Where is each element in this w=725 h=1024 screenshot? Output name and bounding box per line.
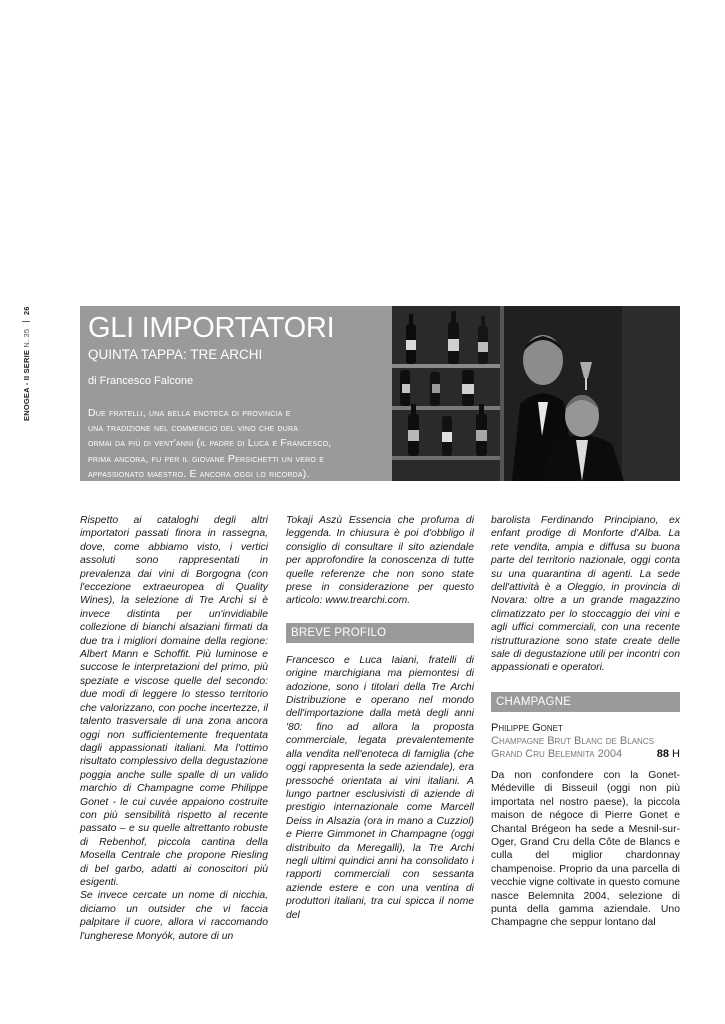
photo-illustration: [392, 306, 680, 481]
wine-score-value: 88: [656, 747, 669, 760]
body-paragraph: Tokaji Aszù Essencia che profuma di leggenda. In chiusura è poi d'obbligo il consiglio di consultare il sito aziendale per approfondire la conoscenza di tutte quelle referenze che non sono state prese in considerazione per questo articolo: www.trearchi.com.: [286, 515, 474, 607]
wine-score: [657, 748, 680, 761]
running-head-divider: [22, 321, 30, 322]
issue-number: N. 35: [22, 328, 31, 348]
column-1: [80, 514, 268, 943]
section-heading-breve-profilo: BREVE PROFILO: [286, 623, 474, 643]
column-2: [286, 514, 474, 922]
section-heading-champagne: CHAMPAGNE: [491, 692, 680, 712]
running-head: [22, 291, 36, 421]
dek-line: appassionato maestro. E ancora oggi lo ricorda).: [88, 467, 310, 480]
wine-review: Da non confondere con la Gonet-Médeville di Bisseuil (oggi non più importata nel nostro paese), la piccola maison de négoce di Pierre Gonet e Chantal Brégeon ha sede a Mesnil-sur-Oger, Grand Cru della Côte de Blancs e culla del miglior chardonnay champenoise. Proprio da una parcella di vecchie vigne coltivate in questo comune nasce Belemnita 2004, selezione di punta della gamma aziendale. Uno Champagne che seppur lontano dal: [491, 769, 680, 929]
article-dek: [88, 406, 388, 482]
brothers-wine-shelf-photo: [392, 306, 680, 481]
page-number: 26: [22, 306, 31, 316]
column-3: [491, 514, 680, 930]
wine-name-line: Champagne Brut Blanc de Blancs: [491, 734, 654, 747]
wine-name-line: Grand Cru Belemnita 2004: [491, 747, 623, 760]
body-paragraph: Rispetto ai cataloghi degli altri importatori passati finora in rassegna, dove, come abbiamo visto, i vertici assoluti sono rappresentati in prevalenza dai vini di Borgogna (con l'eccezione extraeuropea di Quality Wines), la selezione di Tre Archi si è invece distinta per un'invidiabile collezione di bianchi alsaziani firmati da due tra i migliori domaine della regione: Albert Mann e Schoffit. Più luminose e succose le interpretazioni del primo, più speziate e viscose quelle del secondo: due modi di leggere lo stesso territorio che valorizzano, con poche incertezze, il talento trasversale di una zona ancora oggi non sufficientemente frequentata dagli appassionati italiani. Ma l'ottimo risultato complessivo della degustazione poggia anche sulle spalle di un valido marchio di Champagne come Philippe Gonet - le cui cuvée appaiono costruite con più sensibilità rispetto al recente passato – e su quelle altrettanto robuste di Rebenhof, piccola cantina della Mosella Centrale che propone Riesling di bel garbo, adatti ai conoscitori più esigenti.: [80, 515, 268, 888]
dek-line: Due fratelli, una bella enoteca di provincia e: [88, 407, 291, 419]
dek-line: prima ancora, fu per il giovane Persichetti un vero e: [88, 452, 325, 465]
wine-score-suffix: H: [672, 747, 680, 760]
profile-paragraph: Francesco e Luca Iaiani, fratelli di origine marchigiana ma piemontesi di adozione, sono i titolari della Tre Archi Distribuzione e operano nel mondo dell'importazione dalla metà degli anni '80: fino ad allora la proposta commerciale, legata prevalentemente alla vendita nell'enoteca di famiglia (che oggi rappresenta la sede aziendale), era pressoché orientata ai vini italiani. A lungo partner esclusivisti di aziende di prestigio internazionale come Marcell Deiss in Alsazia (ora in mano a Cuzziol) e Pierre Gimmonet in Champagne (oggi distribuito da Meregalli), la Tre Archi negli ultimi quindici anni ha consolidato i rapporti commerciali con sessanta aziende estere e con una ventina di produttori italiani, tra cui spicca il nome del: [286, 654, 474, 921]
article-title: GLI IMPORTATORI: [88, 312, 335, 344]
wine-producer: Philippe Gonet: [491, 721, 563, 734]
dek-line: una tradizione nel commercio del vino che dura: [88, 422, 299, 435]
body-paragraph: barolista Ferdinando Principiano, ex enfant prodige di Monforte d'Alba. La rete vendita, ampia e diffusa su buona parte del territorio nazionale, oggi conta su una quarantina di agenti. La sede dell'attività è a Oleggio, in provincia di Novara: oltre a un grande magazzino climatizzato per lo stoccaggio dei vini e agli uffici commerciali, con una recente ristrutturazione sono state create delle sale di degustazione utili per incontri con appassionati e operatori.: [491, 515, 680, 674]
body-paragraph: Se invece cercate un nome di nicchia, diciamo un outsider che vi faccia palpitare il cuore, allora vi raccomando l'ungherese Monyók, autore di un: [80, 890, 268, 942]
article-header-banner: [80, 306, 680, 481]
article-subtitle: QUINTA TAPPA: TRE ARCHI: [88, 347, 263, 362]
header-text-block: [88, 310, 388, 482]
magazine-name: ENOGEA - II SERIE: [22, 349, 31, 421]
byline: di Francesco Falcone: [88, 375, 194, 387]
dek-line: ormai da più di vent'anni (il padre di Luca e Francesco,: [88, 437, 332, 450]
wine-name: [491, 735, 680, 761]
